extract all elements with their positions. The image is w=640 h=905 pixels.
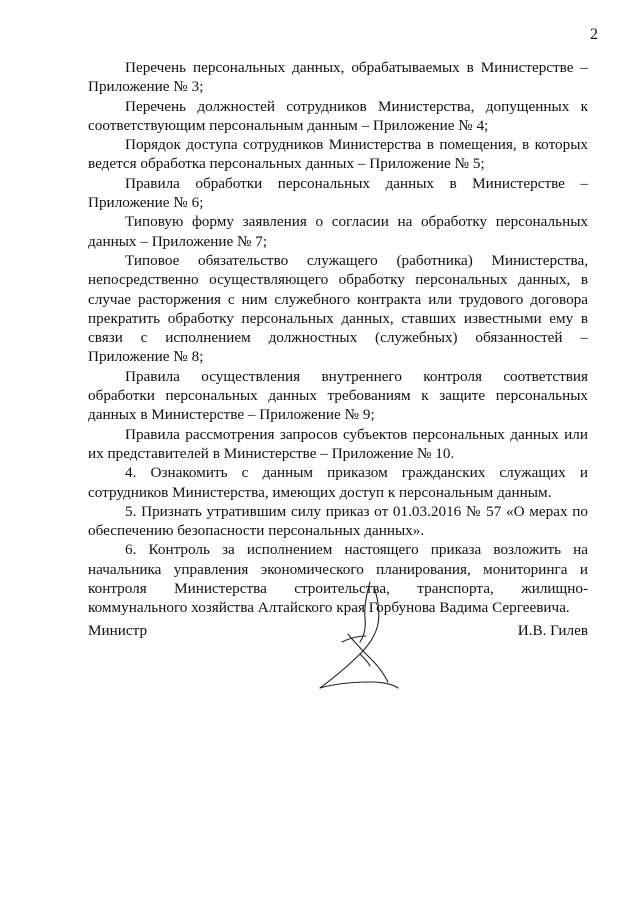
page-number: 2 [590,26,598,43]
paragraph-appendix-6: Правила обработки персональных данных в Министерстве – Приложение № 6; [88,174,588,212]
document-body [88,58,588,618]
paragraph-appendix-8: Типовое обязательство служащего (работника) Министерства, непосредственно осуществляющего обработку персональных данных, в случае расторжения с ним служебного контракта или трудового договора прекратить обработку персональных данных, ставших известными ему в связи с исполнением должностных (служебных) обязанностей – Приложение № 8; [88,251,588,366]
signatory-name: И.В. Гилев [517,622,588,639]
paragraph-appendix-3: Перечень персональных данных, обрабатываемых в Министерстве – Приложение № 3; [88,59,588,96]
signatory-title: Министр [88,622,148,639]
paragraph-item-4: 4. Ознакомить с данным приказом гражданских служащих и сотрудников Министерства, имеющих доступ к персональным данным. [88,464,588,501]
paragraph-appendix-4: Перечень должностей сотрудников Министерства, допущенных к соответствующим персональным данным – Приложение № 4; [88,97,588,134]
paragraph-item-5: 5. Признать утратившим силу приказ от 01.03.2016 № 57 «О мерах по обеспечению безопасности персональных данных». [88,502,588,540]
paragraph-appendix-7: Типовую форму заявления о согласии на обработку персональных данных – Приложение № 7; [88,213,588,250]
paragraph-appendix-10: Правила рассмотрения запросов субъектов персональных данных или их представителей в Министерстве – Приложение № 10. [88,425,588,462]
signature-block [88,622,588,644]
paragraph-appendix-5: Порядок доступа сотрудников Министерства в помещения, в которых ведется обработка персональных данных – Приложение № 5; [88,136,588,173]
paragraph-item-6: 6. Контроль за исполнением настоящего приказа возложить на начальника управления экономического планирования, мониторинга и контроля Министерства строительства, транспорта, жилищно-коммунального хозяйства Алтайского края Горбунова Вадима Сергеевича. [88,541,588,617]
paragraph-appendix-9: Правила осуществления внутреннего контроля соответствия обработки персональных данных требованиям к защите персональных данных в Министерстве – Приложение № 9; [88,367,588,424]
